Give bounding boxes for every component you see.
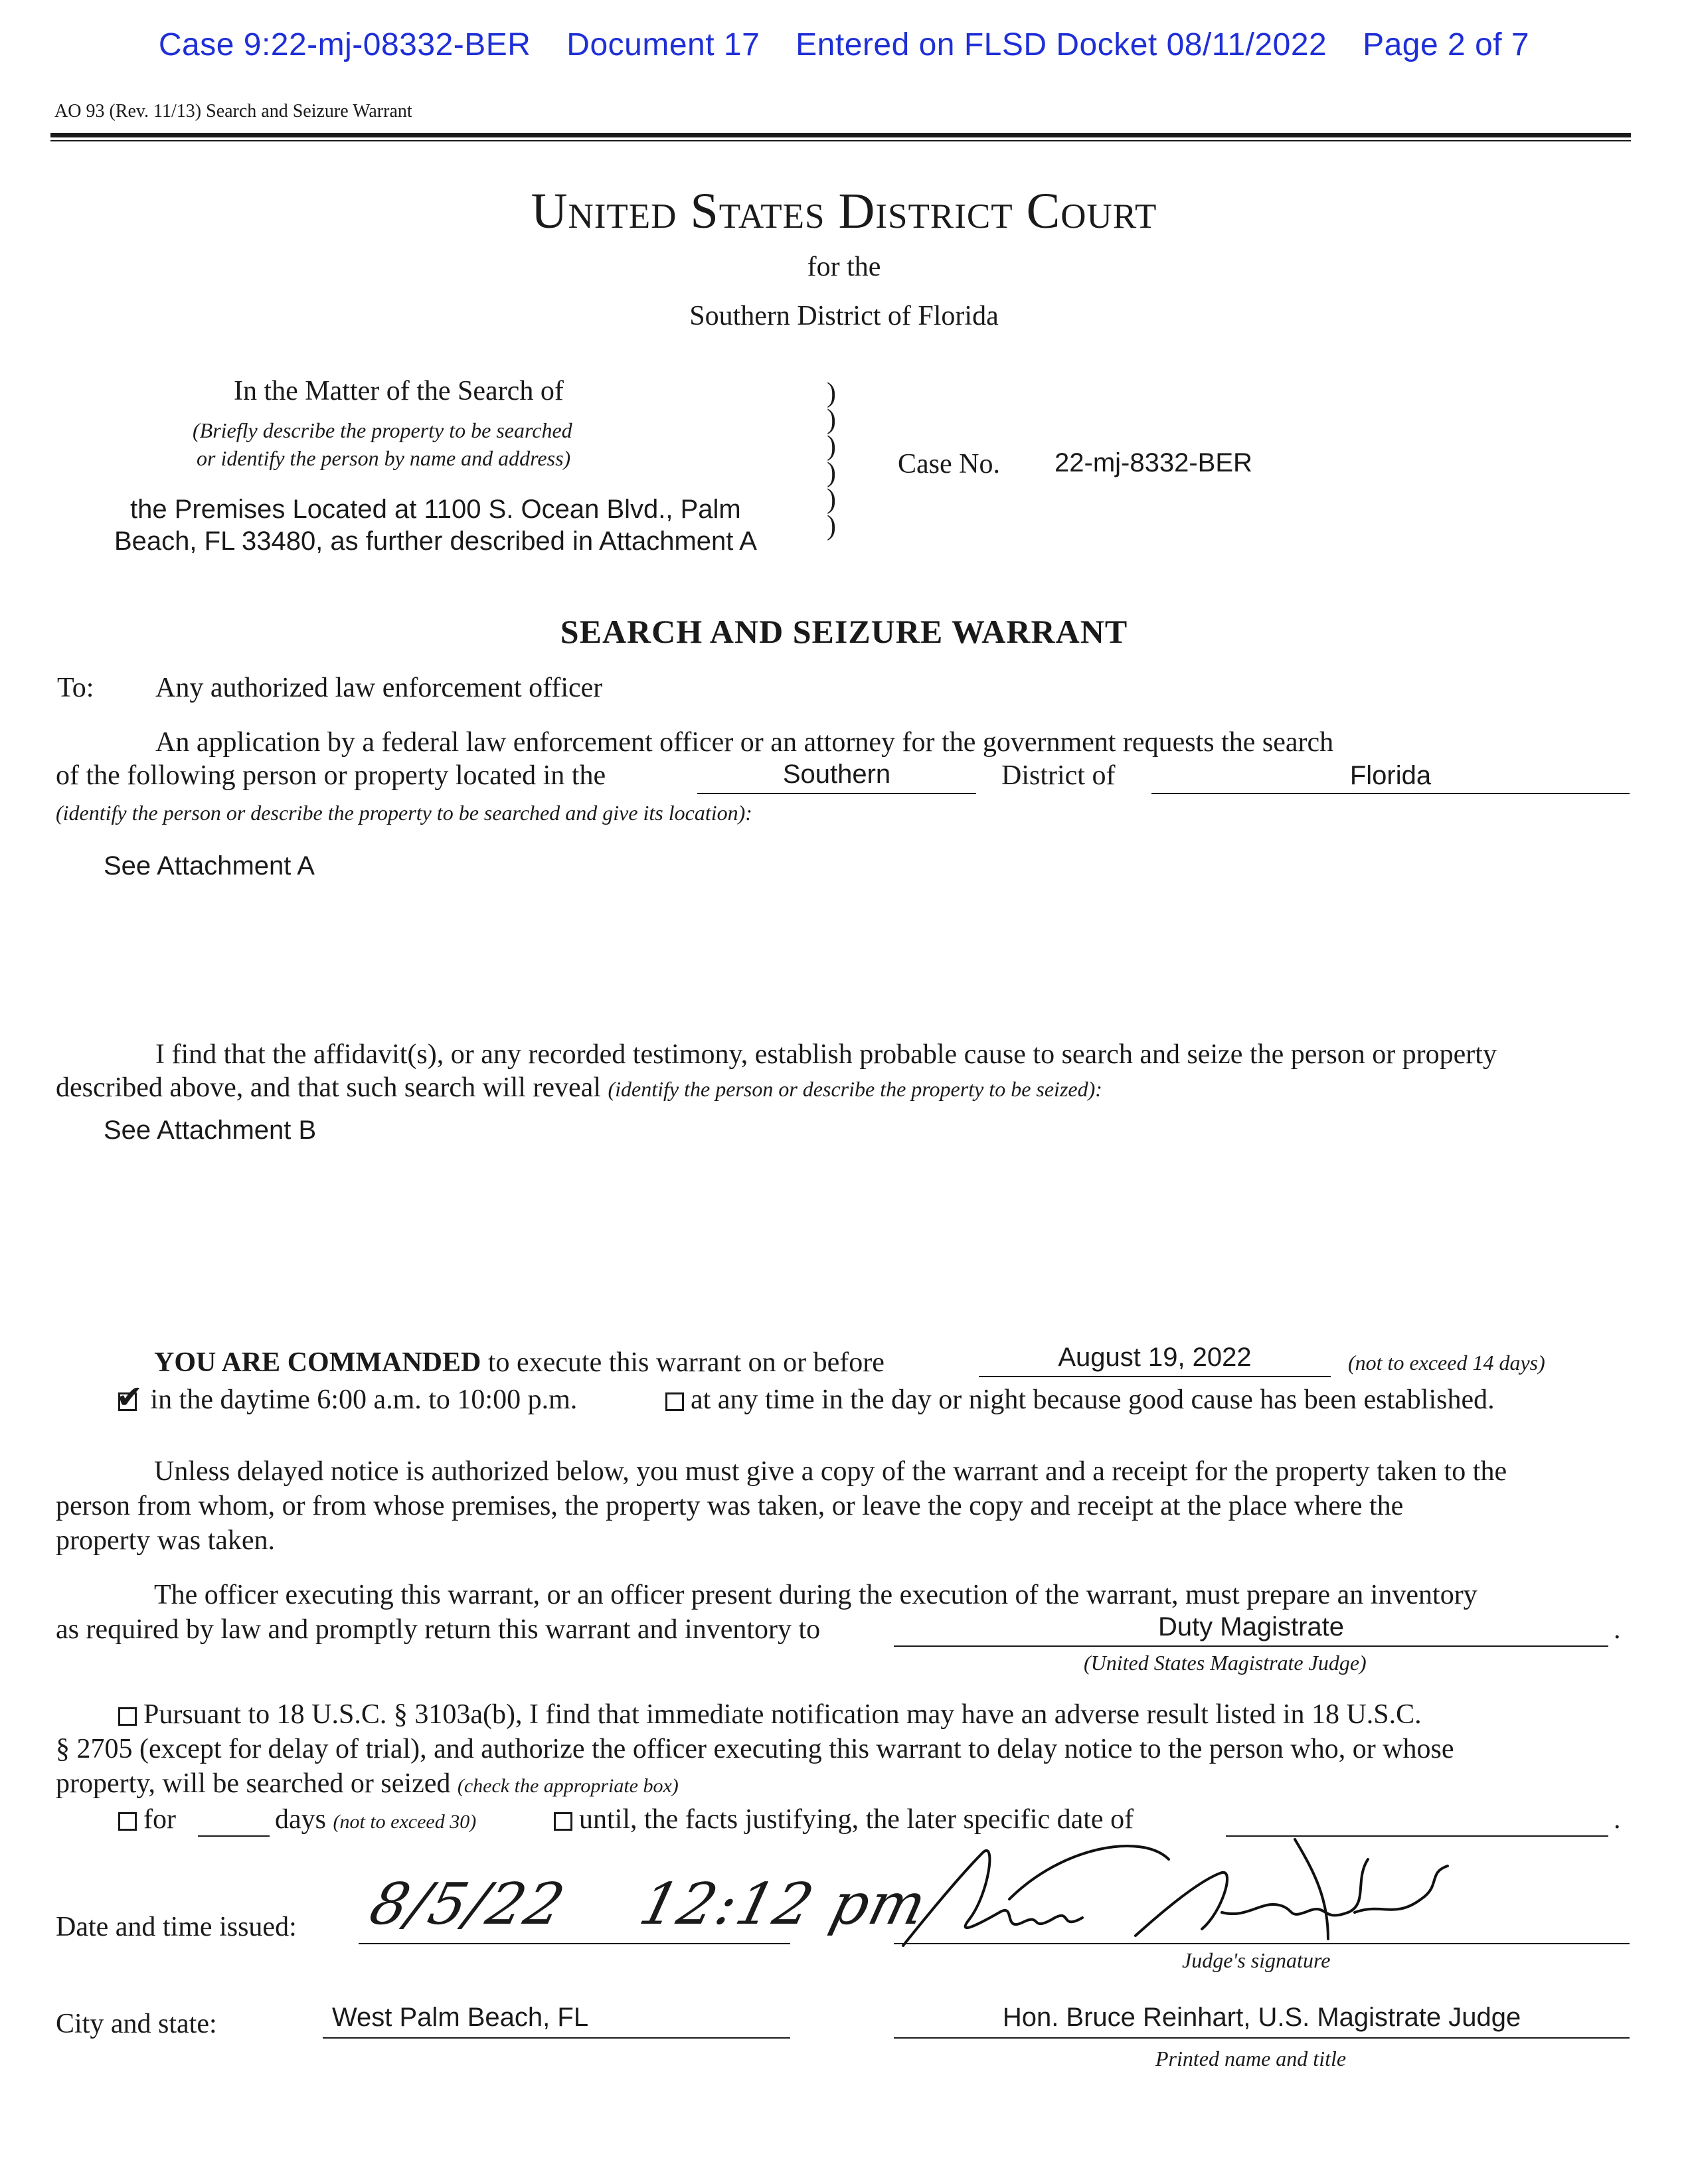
delay-for-option: for	[118, 1802, 176, 1837]
notice-line-2: person from whom, or from whose premises, the property was taken, or leave the copy and receipt at the place where the	[56, 1491, 1404, 1521]
judge-name-caption: Printed name and title	[1155, 2047, 1347, 2070]
delay-period: .	[1614, 1804, 1621, 1835]
date-issued-underline	[359, 1943, 790, 1944]
matter-hint-2: or identify the person by name and address)	[197, 446, 571, 470]
inventory-underline	[894, 1645, 1608, 1647]
finding-line-1: I find that the affidavit(s), or any recorded testimony, establish probable cause to search and seize the person or property	[155, 1039, 1497, 1070]
daytime-option: ✔ in the daytime 6:00 a.m. to 10:00 p.m.	[116, 1379, 578, 1416]
district-underline	[697, 793, 976, 794]
command-limit: (not to exceed 14 days)	[1348, 1351, 1545, 1375]
stamp-entered: Entered on FLSD Docket 08/11/2022	[796, 27, 1327, 62]
form-id: AO 93 (Rev. 11/13) Search and Seizure Warrant	[54, 101, 412, 122]
warrant-title: SEARCH AND SEIZURE WARRANT	[560, 613, 1128, 650]
application-line-2: of the following person or property located in the	[56, 760, 606, 791]
application-hint: (identify the person or describe the property to be searched and give its location):	[56, 801, 752, 825]
days-label: days (not to exceed 30)	[275, 1804, 477, 1835]
state-underline	[1151, 793, 1630, 794]
city-state-underline	[323, 2037, 790, 2039]
stamp-document: Document 17	[566, 27, 760, 62]
premises-line-1: the Premises Located at 1100 S. Ocean Blvd., Palm	[130, 495, 741, 524]
signature-caption: Judge's signature	[1182, 1948, 1331, 1972]
city-state-value: West Palm Beach, FL	[332, 2003, 589, 2032]
inventory-period: .	[1614, 1614, 1621, 1645]
judge-name-underline	[894, 2037, 1630, 2039]
delay-line-3: property, will be searched or seized (check the appropriate box)	[56, 1768, 679, 1799]
docket-stamp	[0, 27, 1688, 63]
inventory-value: Duty Magistrate	[1157, 1612, 1345, 1641]
matter-hint-1: (Briefly describe the property to be searched	[193, 418, 572, 442]
for-the: for the	[807, 252, 881, 282]
attachment-a: See Attachment A	[104, 851, 315, 881]
delay-checkbox[interactable]	[118, 1707, 137, 1726]
attachment-b: See Attachment B	[104, 1116, 317, 1145]
inventory-line-1: The officer executing this warrant, or an officer present during the execution of the warrant, must prepare an inventory	[154, 1580, 1477, 1610]
case-no-value: 22-mj-8332-BER	[1055, 448, 1252, 477]
delay-line-1: Pursuant to 18 U.S.C. § 3103a(b), I find that immediate notification may have an adverse result listed in 18 U.S.C.	[118, 1697, 1422, 1732]
date-issued-label: Date and time issued:	[56, 1912, 297, 1942]
command-line: YOU ARE COMMANDED to execute this warrant on or before	[154, 1347, 885, 1378]
to-value: Any authorized law enforcement officer	[155, 673, 603, 703]
notice-line-3: property was taken.	[56, 1525, 276, 1556]
district-name: Southern District of Florida	[689, 301, 999, 331]
finding-line-2: described above, and that such search will reveal (identify the person or describe the property to be seized):	[56, 1072, 1102, 1103]
delay-until-option: until, the facts justifying, the later specific date of	[554, 1802, 1134, 1837]
city-state-label: City and state:	[56, 2009, 217, 2039]
check-mark-icon: ✔	[116, 1379, 143, 1416]
signature-underline	[894, 1943, 1630, 1944]
delay-until-checkbox[interactable]	[554, 1812, 572, 1831]
to-label: To:	[57, 673, 94, 703]
command-date-underline	[979, 1376, 1331, 1377]
district-of-label: District of	[1001, 760, 1116, 791]
judge-printed-name: Hon. Bruce Reinhart, U.S. Magistrate Judge	[1002, 2003, 1521, 2032]
command-date: August 19, 2022	[1058, 1343, 1252, 1372]
inventory-line-2: as required by law and promptly return this warrant and inventory to	[56, 1614, 821, 1645]
application-line-1: An application by a federal law enforcement officer or an attorney for the government requests the search	[155, 727, 1334, 758]
inventory-hint: (United States Magistrate Judge)	[1084, 1651, 1367, 1675]
paren-column: ) ) ) ) ) )	[827, 378, 836, 541]
date-issued-handwritten: 8/5/22 12:12 pm	[363, 1871, 934, 1938]
court-title: United States District Court	[531, 183, 1157, 239]
district-value: Southern	[782, 760, 891, 789]
case-no-label: Case No.	[898, 449, 1000, 479]
stamp-page: Page 2 of 7	[1363, 27, 1530, 62]
header-rule-thick	[50, 133, 1631, 137]
notice-line-1: Unless delayed notice is authorized below, you must give a copy of the warrant and a receipt for the property taken to the	[154, 1456, 1507, 1487]
stamp-case: Case 9:22-mj-08332-BER	[158, 27, 531, 62]
delay-line-2: § 2705 (except for delay of trial), and authorize the officer executing this warrant to delay notice to the person who, or whose	[56, 1734, 1454, 1764]
delay-for-checkbox[interactable]	[118, 1812, 137, 1831]
premises-line-2: Beach, FL 33480, as further described in Attachment A	[114, 527, 757, 556]
state-value: Florida	[1349, 761, 1432, 790]
daytime-checkbox[interactable]	[116, 1379, 143, 1416]
matter-heading: In the Matter of the Search of	[234, 376, 564, 406]
days-underline[interactable]	[198, 1835, 270, 1837]
anytime-checkbox[interactable]	[665, 1392, 684, 1411]
header-rule-thin	[50, 140, 1631, 141]
anytime-option: at any time in the day or night because good cause has been established.	[665, 1383, 1495, 1417]
